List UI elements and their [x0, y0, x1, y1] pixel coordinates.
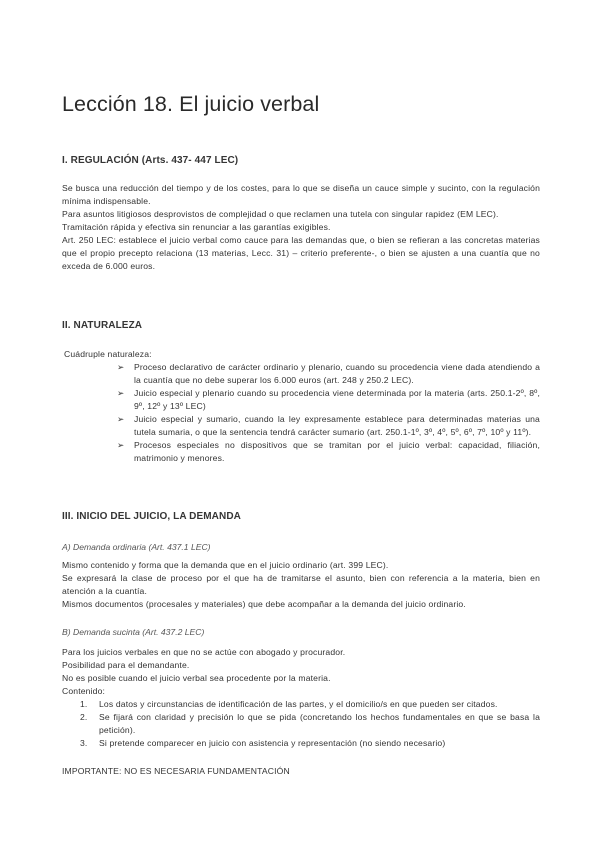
paragraph: Para los juicios verbales en que no se actúe con abogado y procurador.	[62, 647, 346, 657]
paragraph: Mismo contenido y forma que la demanda que en el juicio ordinario (art. 399 LEC).	[62, 560, 389, 570]
paragraph: Se expresará la clase de proceso por el que ha de tramitarse el asunto, bien con referencia a la materia, bien en atención a la cuantía.	[62, 573, 540, 596]
section-heading-naturaleza: II. NATURALEZA	[62, 320, 143, 331]
subheading-demanda-sucinta: B) Demanda sucinta (Art. 437.2 LEC)	[62, 627, 205, 637]
naturaleza-body	[62, 348, 540, 361]
regulacion-body	[62, 182, 540, 273]
important-note-block	[62, 765, 540, 778]
list-item: ➢ Procesos especiales no dispositivos que se tramitan por el juicio verbal: capacidad, filiación, matrimonio y menores.	[117, 440, 540, 463]
list-item: ➢ Proceso declarativo de carácter ordinario y plenario, cuando su procedencia viene dada atendiendo a la cuantía que no debe superar los 6.000 euros (art. 248 y 250.2 LEC).	[117, 362, 540, 385]
list-item: 3. Si pretende comparecer en juicio con asistencia y representación (no siendo necesario)	[80, 738, 446, 748]
contenido-list	[80, 698, 540, 750]
paragraph: Cuádruple naturaleza:	[64, 349, 152, 359]
list-item: ➢ Juicio especial y plenario cuando su procedencia viene determinada por la materia (arts. 250.1-2º, 8º, 9º, 12º y 13º LEC)	[117, 388, 540, 411]
list-item: ➢ Juicio especial y sumario, cuando la ley expresamente establece para determinadas materias una tutela sumaria, o que la sentencia tendrá carácter sumario (art. 250.1-1º, 3º, 4º, 5º, 6º, 7º, 10º y 11º).	[117, 414, 540, 437]
important-note: IMPORTANTE: NO ES NECESARIA FUNDAMENTACIÓN	[62, 766, 290, 776]
paragraph: Tramitación rápida y efectiva sin renunciar a las garantías exigibles.	[62, 222, 331, 232]
arrow-bullet-icon: ➢	[117, 362, 125, 372]
paragraph: No es posible cuando el juicio verbal sea procedente por la materia.	[62, 673, 331, 683]
list-item: 2. Se fijará con claridad y precisión lo que se pida (concretando los hechos fundamentales en que se basa la petición).	[80, 712, 540, 735]
paragraph: Contenido:	[62, 686, 106, 696]
paragraph: Mismos documentos (procesales y materiales) que debe acompañar a la demanda del juicio ordinario.	[62, 599, 466, 609]
arrow-bullet-icon: ➢	[117, 388, 125, 398]
list-item: 1. Los datos y circunstancias de identificación de las partes, y el domicilio/s en que pueden ser citados.	[80, 699, 498, 709]
sucinta-body	[62, 646, 540, 698]
section-heading-inicio: III. INICIO DEL JUICIO, LA DEMANDA	[62, 511, 241, 522]
paragraph: Se busca una reducción del tiempo y de los costes, para lo que se diseña un cauce simple y sucinto, con la regulación mínima indispensable.	[62, 183, 540, 206]
page-title: Lección 18. El juicio verbal	[62, 92, 320, 116]
arrow-bullet-icon: ➢	[117, 414, 125, 424]
naturaleza-list	[117, 361, 540, 465]
ordinaria-body	[62, 559, 540, 611]
section-heading-regulacion: I. REGULACIÓN (Arts. 437- 447 LEC)	[62, 155, 239, 166]
paragraph: Posibilidad para el demandante.	[62, 660, 190, 670]
subheading-demanda-ordinaria: A) Demanda ordinaria (Art. 437.1 LEC)	[62, 542, 211, 552]
paragraph: Art. 250 LEC: establece el juicio verbal como cauce para las demandas que, o bien se refieran a las concretas materias que el propio precepto relaciona (13 materias, Lecc. 31) – criterio preferente-, o bien se ajusten a una cuantía que no exceda de 6.000 euros.	[62, 235, 540, 271]
arrow-bullet-icon: ➢	[117, 440, 125, 450]
paragraph: Para asuntos litigiosos desprovistos de complejidad o que reclamen una tutela con singular rapidez (EM LEC).	[62, 209, 499, 219]
